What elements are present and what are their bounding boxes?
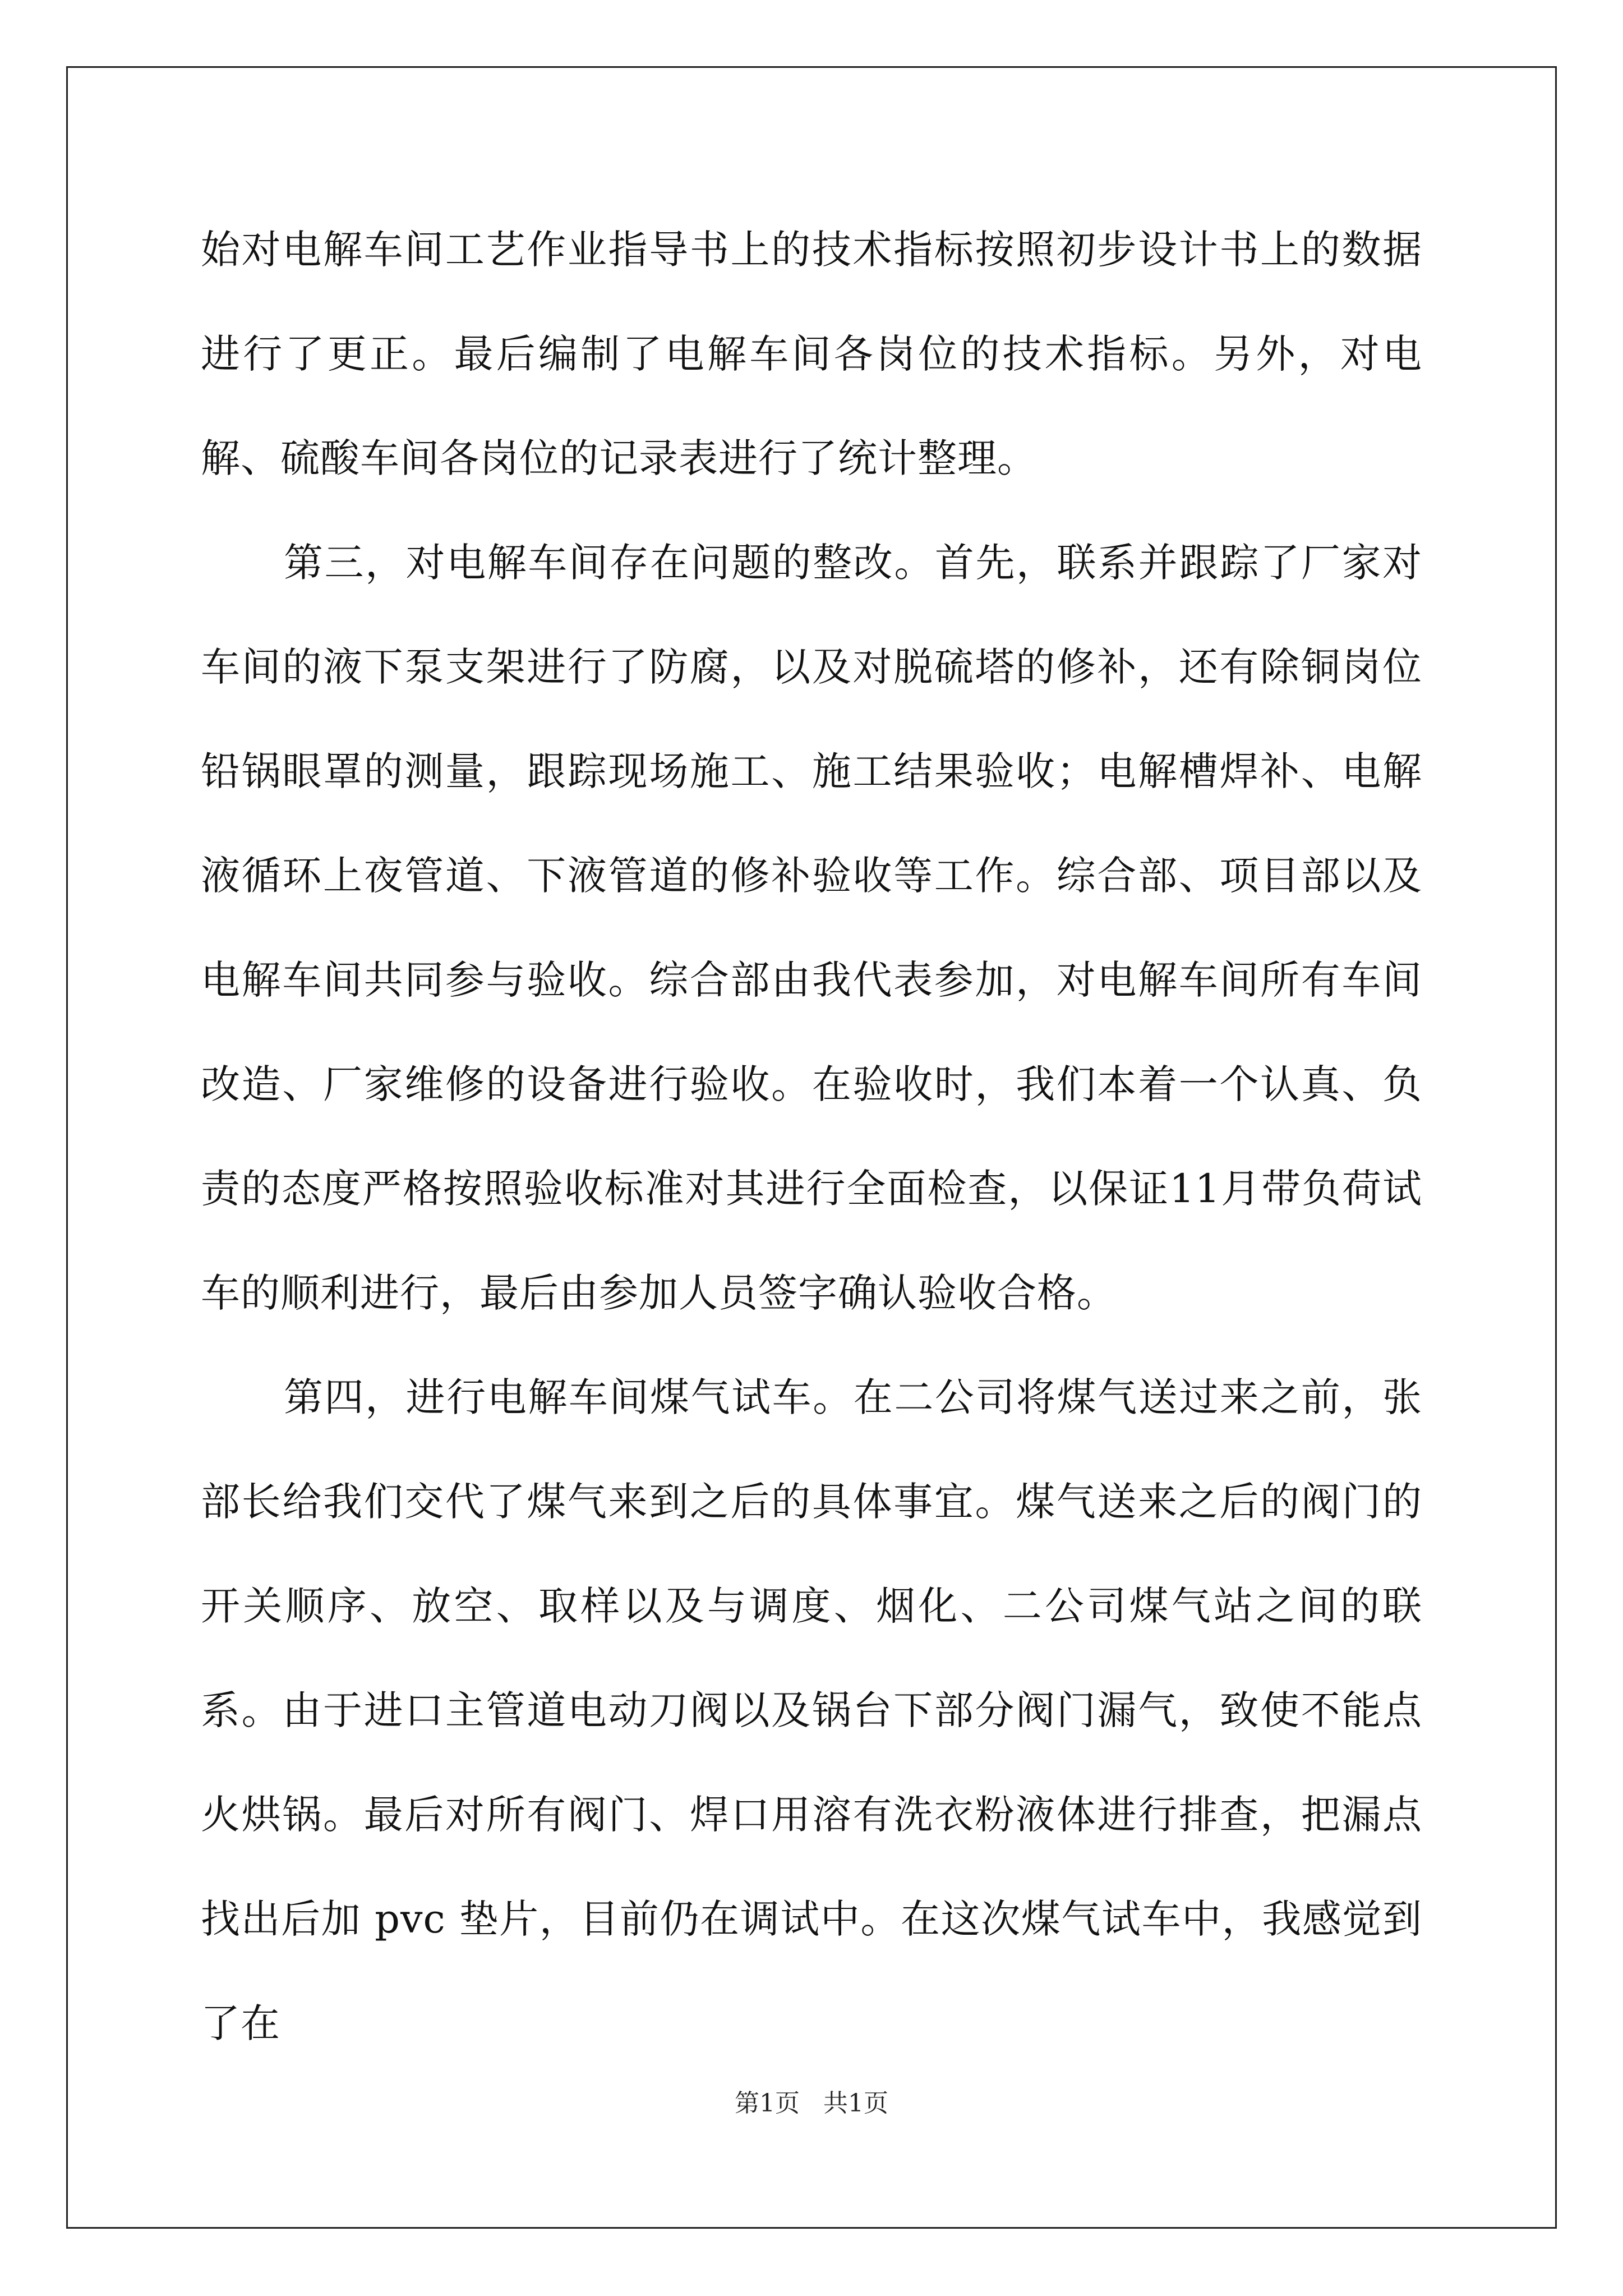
document-body [201, 197, 1422, 2076]
paragraph-1: 始对电解车间工艺作业指导书上的技术指标按照初步设计书上的数据进行了更正。最后编制了电解车间各岗位的技术指标。另外，对电解、硫酸车间各岗位的记录表进行了统计整理。 [201, 227, 1422, 481]
paragraph-2: 第三，对电解车间存在问题的整改。首先，联系并跟踪了厂家对车间的液下泵支架进行了防腐，以及对脱硫塔的修补，还有除铜岗位铅锅眼罩的测量，跟踪现场施工、施工结果验收；电解槽焊补、电解液循环上夜管道、下液管道的修补验收等工作。综合部、项目部以及电解车间共同参与验收。综合部由我代表参加，对电解车间所有车间改造、厂家维修的设备进行验收。在验收时，我们本着一个认真、负责的态度严格按照验收标准对其进行全面检查，以保证11月带负荷试车的顺利进行，最后由参加人员签字确认验收合格。 [201, 540, 1422, 1316]
page-footer [0, 2087, 1623, 2120]
paragraph-3: 第四，进行电解车间煤气试车。在二公司将煤气送过来之前，张部长给我们交代了煤气来到之后的具体事宜。煤气送来之后的阀门的开关顺序、放空、取样以及与调度、烟化、二公司煤气站之间的联系。由于进口主管道电动刀阀以及锅台下部分阀门漏气，致使不能点火烘锅。最后对所有阀门、焊口用溶有洗衣粉液体进行排查，把漏点找出后加 pvc 垫片，目前仍在调试中。在这次煤气试车中，我感觉到了在 [201, 1374, 1422, 2046]
page-number: 第1页 [735, 2089, 800, 2118]
page-total: 共1页 [823, 2089, 888, 2118]
